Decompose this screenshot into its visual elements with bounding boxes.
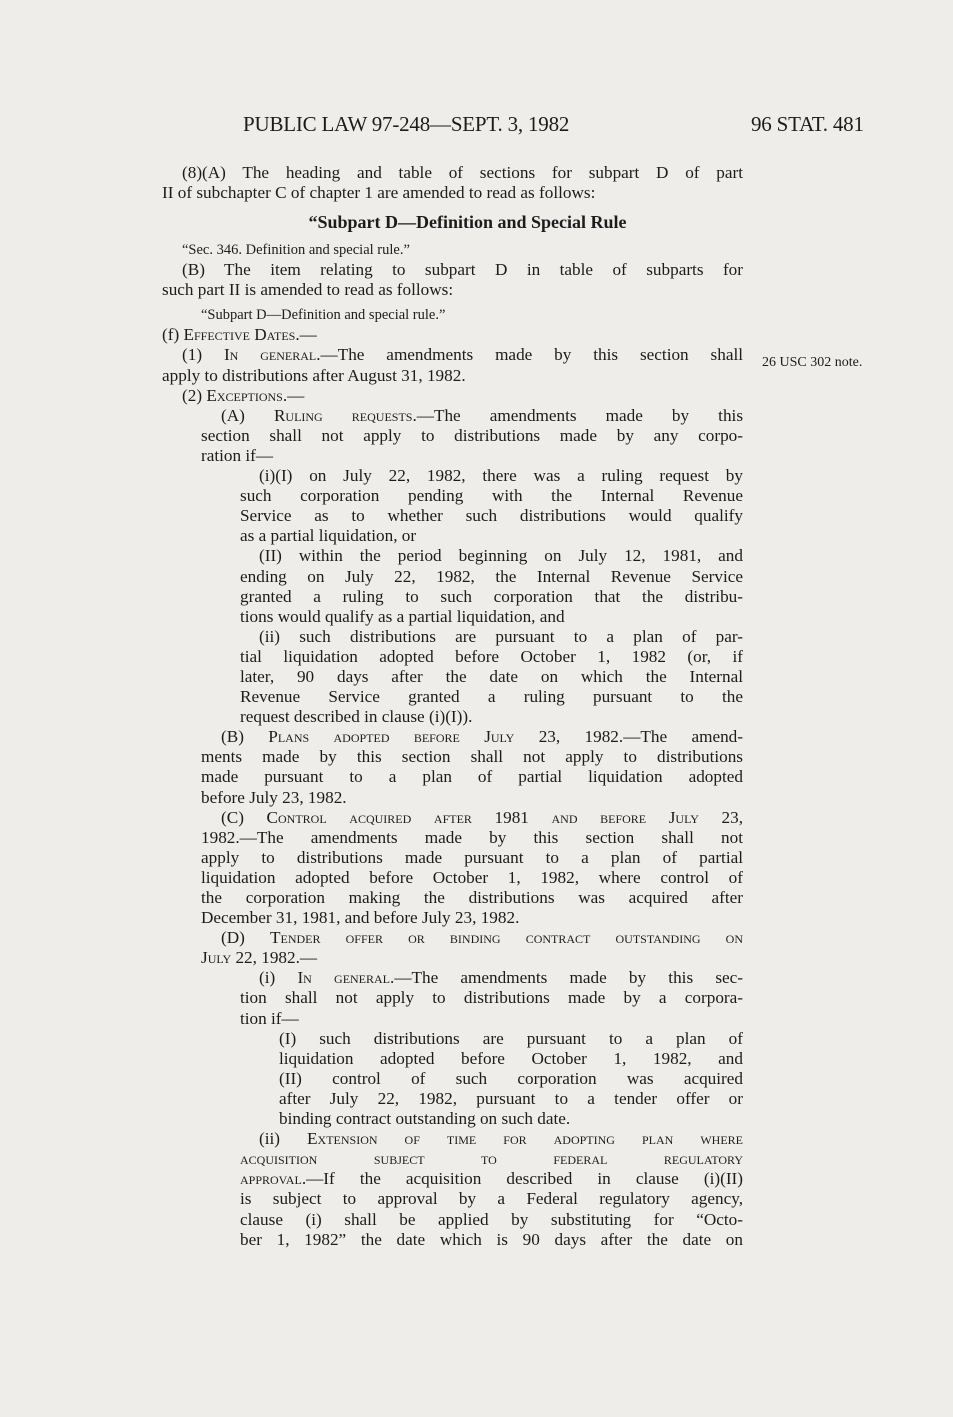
subparagraph-text: The amend- [640, 727, 743, 747]
subparagraph-num: (B) [221, 727, 244, 747]
dash: .— [316, 345, 338, 365]
clause-num: (ii) [259, 1129, 280, 1149]
subparagraph-title: Plans adopted before July 23, 1982 [268, 727, 619, 747]
subparagraph-line: ration if— [201, 445, 274, 465]
subparagraph-line [162, 928, 743, 948]
clause-line: (ii) such distributions are pursuant to a plan of par- [259, 626, 743, 646]
subpart-item: “Subpart D—Definition and special rule.” [201, 307, 446, 324]
paragraph-text: The amendments made by this section shall [337, 345, 743, 365]
subparagraph-line: section shall not apply to distributions made by any corpo- [201, 425, 743, 445]
paragraph-line: II of subchapter C of chapter 1 are amended to read as follows: [162, 183, 596, 203]
clause-line [162, 1169, 743, 1189]
subclause-line: liquidation adopted before October 1, 1982, and [279, 1048, 743, 1068]
clause-line: as a partial liquidation, or [240, 526, 417, 546]
subparagraph-line [162, 948, 743, 968]
margin-note: 26 USC 302 note. [762, 355, 863, 370]
clause-line: ending on July 22, 1982, the Internal Revenue Service [240, 566, 743, 586]
paragraph-line: (8)(A) The heading and table of sections for subpart D of part [182, 163, 743, 182]
clause-line: Revenue Service granted a ruling pursuant to the [240, 687, 743, 707]
paragraph-line: (B) The item relating to subpart D in table of subparts for [182, 260, 743, 280]
paragraph-num: (2) [182, 385, 203, 405]
subparagraph-line: before July 23, 1982. [201, 787, 347, 807]
subparagraph-line: liquidation adopted before October 1, 1982, where control of [201, 867, 743, 887]
paragraph-title: Exceptions [206, 385, 283, 405]
clause-line: such corporation pending with the Internal Revenue [240, 486, 743, 506]
subclause-line: binding contract outstanding on such date. [279, 1109, 571, 1129]
clause-line: is subject to approval by a Federal regulatory agency, [240, 1189, 743, 1209]
paragraph-num: (1) [182, 345, 203, 365]
dash: .— [295, 325, 317, 345]
clause-line: (i)(I) on July 22, 1982, there was a ruling request by [259, 466, 743, 486]
dash: .— [618, 727, 641, 747]
clause-line: tial liquidation adopted before October 1, 1982 (or, if [240, 646, 743, 666]
subparagraph-line [162, 808, 743, 828]
section-item: “Sec. 346. Definition and special rule.” [182, 242, 410, 259]
dash: .— [390, 968, 412, 988]
clause-num: (i) [259, 968, 276, 988]
dash: .— [301, 1169, 324, 1189]
subparagraph-line: apply to distributions made pursuant to a plan of partial [201, 847, 743, 867]
clause-line: (II) within the period beginning on July 12, 1981, and [259, 546, 743, 566]
paragraph-heading [162, 386, 743, 406]
paragraph-title: In general [223, 345, 317, 365]
clause-line [162, 1129, 743, 1149]
subparagraph-num: (A) [221, 405, 245, 425]
subparagraph-line: made pursuant to a plan of partial liquidation adopted [201, 767, 743, 787]
paragraph-line [162, 345, 743, 365]
clause-line: ber 1, 1982” the date which is 90 days after the date on [240, 1229, 743, 1249]
statute-page-number: 96 STAT. 481 [751, 112, 864, 136]
clause-title: acquisition subject to federal regulatory [240, 1149, 743, 1169]
clause-line: clause (i) shall be applied by substituting for “Octo- [240, 1209, 743, 1229]
clause-line: later, 90 days after the date on which the Internal [240, 666, 743, 686]
subparagraph-num: (C) [221, 807, 244, 827]
subclause-line: (I) such distributions are pursuant to a plan of [279, 1028, 743, 1048]
dash: .— [295, 948, 318, 968]
clause-line [162, 1149, 743, 1169]
subparagraph-line [162, 727, 743, 747]
clause-line: request described in clause (i)(I)). [240, 707, 473, 727]
subparagraph-line: ments made by this section shall not apply to distributions [201, 747, 743, 767]
running-head: PUBLIC LAW 97-248—SEPT. 3, 1982 [243, 112, 570, 136]
paragraph-line: such part II is amended to read as follows: [162, 280, 454, 300]
subparagraph-text: The amendments made by this section shall not [256, 827, 743, 847]
subclause-line: after July 22, 1982, pursuant to a tender offer or [279, 1088, 743, 1108]
clause-text: If the acquisition described in clause (i)(II) [323, 1169, 743, 1189]
subparagraph-num: (D) [221, 928, 245, 948]
dash: .— [282, 385, 305, 405]
clause-line: tion if— [240, 1008, 299, 1028]
clause-line: granted a ruling to such corporation that the distribu- [240, 586, 743, 606]
subsection-num: (f) [162, 325, 180, 345]
clause-line [162, 968, 743, 988]
clause-title: approval [240, 1169, 302, 1189]
clause-line: tions would qualify as a partial liquidation, and [240, 606, 565, 626]
subpart-heading: “Subpart D—Definition and Special Rule [308, 212, 627, 233]
subparagraph-title: Tender offer or binding contract outstanding on [270, 928, 743, 948]
subsection-title: Effective Dates [183, 325, 296, 345]
page-header [0, 112, 953, 142]
subparagraph-text: The amendments made by this [433, 405, 744, 425]
paragraph-line: apply to distributions after August 31, 1982. [162, 365, 466, 385]
subparagraph-line [162, 406, 743, 426]
subparagraph-title: July 22, 1982 [201, 948, 296, 968]
subparagraph-line: the corporation making the distributions was acquired after [201, 888, 743, 907]
dash: .— [235, 827, 257, 847]
clause-title: Extension of time for adopting plan where [307, 1129, 744, 1149]
dash: .— [412, 405, 434, 425]
subparagraph-title: Control acquired after 1981 and before July 23, [266, 807, 743, 827]
subparagraph-line: December 31, 1981, and before July 23, 1982. [201, 908, 520, 928]
subsection-heading [162, 325, 743, 345]
subparagraph-line [162, 828, 743, 848]
clause-text: The amendments made by this sec- [411, 968, 743, 988]
document-body [162, 163, 743, 1250]
subparagraph-title: Ruling requests [273, 405, 413, 425]
clause-line: tion shall not apply to distributions made by a corpora- [240, 988, 743, 1008]
subclause-line: (II) control of such corporation was acquired [279, 1068, 743, 1088]
clause-title: In general [297, 968, 391, 988]
subparagraph-title: 1982 [201, 827, 236, 847]
clause-line: Service as to whether such distributions would qualify [240, 506, 743, 526]
